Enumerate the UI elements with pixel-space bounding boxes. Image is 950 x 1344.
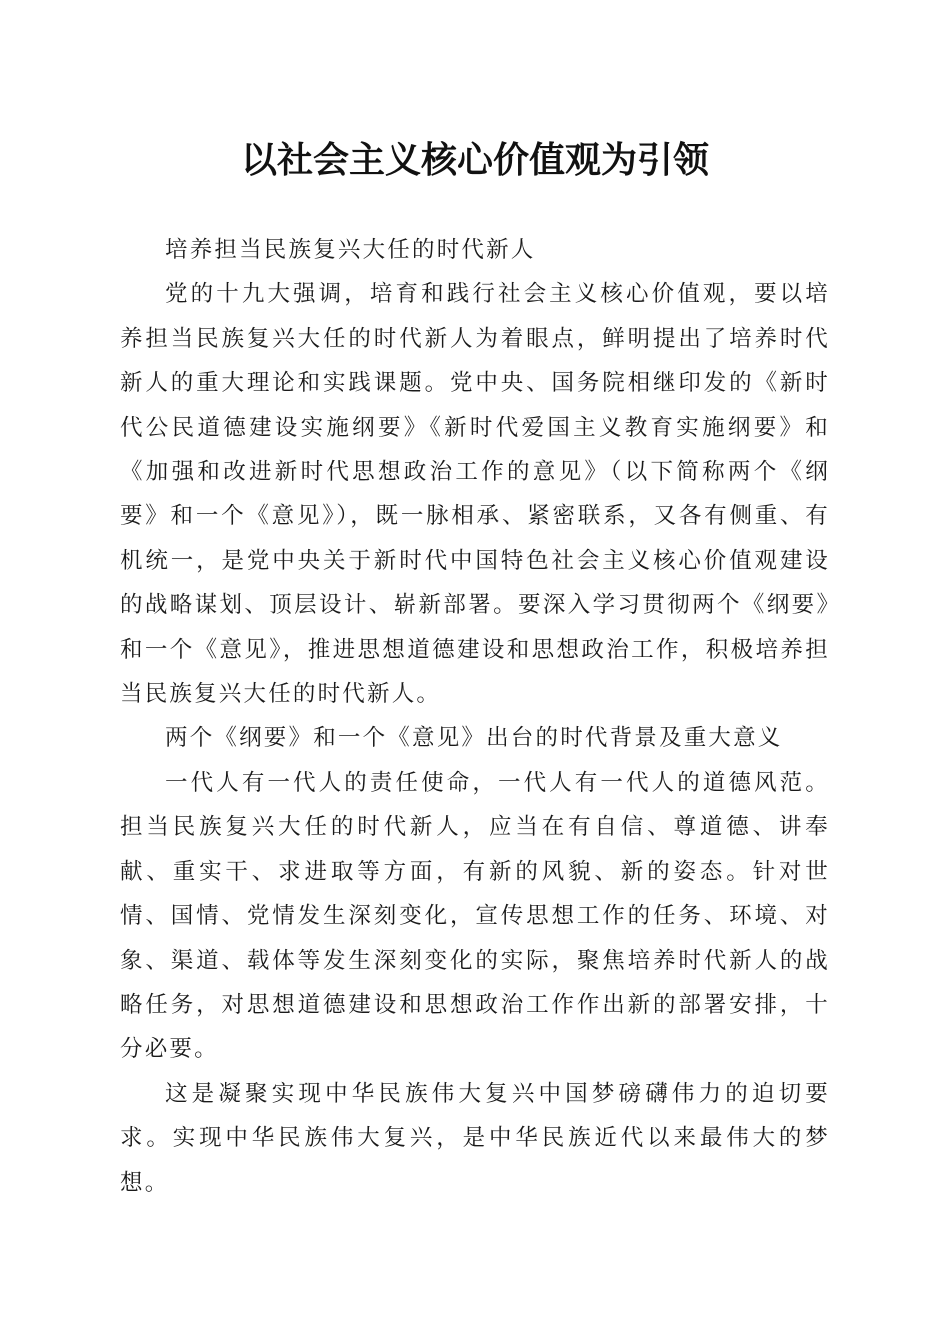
paragraph-background: 一代人有一代人的责任使命，一代人有一代人的道德风范。担当民族复兴大任的时代新人，应当在有自信、尊道德、讲奉献、重实干、求进取等方面，有新的风貌、新的姿态。针对世情、国情、党情发生深刻变化，宣传思想工作的任务、环境、对象、渠道、载体等发生深刻变化的实际，聚焦培养时代新人的战略任务，对思想道德建设和思想政治工作作出新的部署安排，十分必要。 (120, 769, 830, 1063)
paragraph-subtitle: 培养担当民族复兴大任的时代新人 (165, 237, 536, 263)
paragraph-significance: 这是凝聚实现中华民族伟大复兴中国梦磅礴伟力的迫切要求。实现中华民族伟大复兴，是中华民族近代以来最伟大的梦想。 (120, 1080, 830, 1196)
document-title: 以社会主义核心价值观为引领 (240, 139, 709, 181)
document-body (120, 228, 830, 1205)
paragraph-section-heading: 两个《纲要》和一个《意见》出台的时代背景及重大意义 (165, 725, 783, 752)
paragraph-intro: 党的十九大强调，培育和践行社会主义核心价值观，要以培养担当民族复兴大任的时代新人为着眼点，鲜明提出了培养时代新人的重大理论和实践课题。党中央、国务院相继印发的《新时代公民道德建设实施纲要》《新时代爱国主义教育实施纲要》和《加强和改进新时代思想政治工作的意见》（以下简称两个《纲要》和一个《意见》），既一脉相承、紧密联系，又各有侧重、有机统一，是党中央关于新时代中国特色社会主义核心价值观建设的战略谋划、顶层设计、崭新部署。要深入学习贯彻两个《纲要》和一个《意见》，推进思想道德建设和思想政治工作，积极培养担当民族复兴大任的时代新人。 (120, 281, 830, 708)
